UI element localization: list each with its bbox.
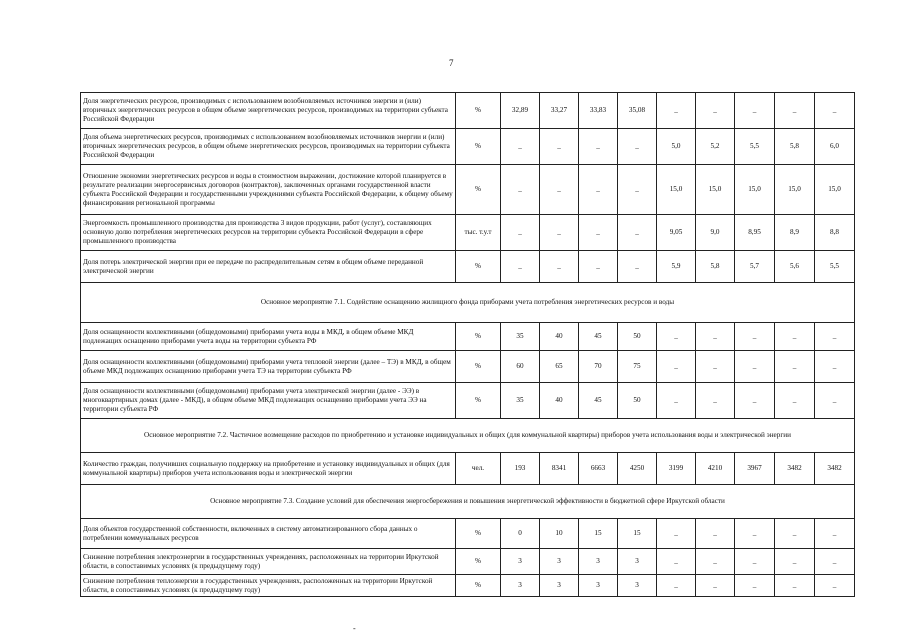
unit-cell: % (456, 549, 501, 575)
indicator-cell: Количество граждан, получивших социальную поддержку на приобретение и установку индивидуальных и общих (для коммунальной квартиры) приборов учета использования воды и электрической энергии (81, 453, 456, 485)
value-cell: 3482 (775, 453, 815, 485)
indicator-cell: Доля потерь электрической энергии при ее передаче по распределительным сетям в общем объеме переданной электрической энергии (81, 251, 456, 283)
value-cell: _ (735, 351, 775, 383)
table-row (81, 165, 855, 215)
indicator-cell: Энергоемкость промышленного производства для производства 3 видов продукции, работ (услуг), составляющих основную долю потребления энергетических ресурсов на территории субъекта Российской Федерации в сфере промышленного производства (81, 215, 456, 251)
value-cell: _ (657, 323, 696, 351)
value-cell: _ (618, 215, 657, 251)
value-cell: _ (696, 575, 735, 597)
value-cell: 8341 (540, 453, 579, 485)
value-cell: 3967 (735, 453, 775, 485)
value-cell: 15 (579, 519, 618, 549)
section-row (81, 283, 855, 323)
table-row (81, 129, 855, 165)
section-row (81, 419, 855, 453)
value-cell: _ (775, 93, 815, 129)
value-cell: _ (657, 575, 696, 597)
value-cell: 5,6 (775, 251, 815, 283)
value-cell: 3 (579, 549, 618, 575)
value-cell: _ (579, 251, 618, 283)
value-cell: 3 (501, 549, 540, 575)
value-cell: 8,8 (815, 215, 855, 251)
value-cell: 15,0 (775, 165, 815, 215)
table-row (81, 453, 855, 485)
value-cell: 10 (540, 519, 579, 549)
value-cell: 0 (501, 519, 540, 549)
unit-cell: чел. (456, 453, 501, 485)
value-cell: _ (696, 351, 735, 383)
value-cell: 3 (540, 575, 579, 597)
indicator-cell: Доля объектов государственной собственности, включенных в систему автоматизированного сбора данных о потреблении коммунальных ресурсов (81, 519, 456, 549)
value-cell: _ (579, 215, 618, 251)
value-cell: 35 (501, 383, 540, 419)
section-title: Основное мероприятие 7.3. Создание условий для обеспечения энергосбережения и повышения энергетической эффективности в бюджетной сфере Иркутской области (81, 485, 855, 519)
indicators-table (80, 92, 855, 597)
table-row (81, 251, 855, 283)
value-cell: 70 (579, 351, 618, 383)
value-cell: 50 (618, 323, 657, 351)
value-cell: _ (657, 383, 696, 419)
section-title: Основное мероприятие 7.2. Частичное возмещение расходов по приобретению и установке индивидуальных и общих (для коммунальной квартиры) приборов учета использования воды и электрической энергии (81, 419, 855, 453)
value-cell: _ (735, 575, 775, 597)
indicator-cell: Доля объема энергетических ресурсов, производимых с использованием возобновляемых источников энергии и (или) вторичных энергетических ресурсов, в общем объеме энергетических ресурсов, производимых на территории субъекта Российской Федерации (81, 129, 456, 165)
value-cell: 9,05 (657, 215, 696, 251)
value-cell: 6,0 (815, 129, 855, 165)
value-cell: 3482 (815, 453, 855, 485)
value-cell: 3 (501, 575, 540, 597)
value-cell: 6663 (579, 453, 618, 485)
value-cell: _ (696, 549, 735, 575)
value-cell: 5,7 (735, 251, 775, 283)
value-cell: _ (657, 93, 696, 129)
value-cell: _ (775, 323, 815, 351)
table-row (81, 575, 855, 597)
value-cell: 3 (618, 575, 657, 597)
value-cell: 50 (618, 383, 657, 419)
value-cell: _ (815, 323, 855, 351)
value-cell: _ (735, 383, 775, 419)
value-cell: _ (540, 215, 579, 251)
table-body (81, 93, 855, 597)
value-cell: 4210 (696, 453, 735, 485)
indicator-cell: Доля оснащенности коллективными (общедомовыми) приборами учета воды в МКД, в общем объеме МКД подлежащих оснащению приборами учета воды на территории субъекта РФ (81, 323, 456, 351)
value-cell: _ (501, 165, 540, 215)
value-cell: 8,9 (775, 215, 815, 251)
indicator-cell: Отношение экономии энергетических ресурсов и воды в стоимостном выражении, достижение которой планируется в результате реализации энергосервисных договоров (контрактов), заключенных органами государственной власти субъекта Российской Федерации и государственными учреждениями субъекта Российской Федерации, к общему объему финансирования региональной программы (81, 165, 456, 215)
value-cell: 3 (540, 549, 579, 575)
value-cell: _ (815, 351, 855, 383)
value-cell: _ (501, 251, 540, 283)
value-cell: 15,0 (696, 165, 735, 215)
indicator-cell: Доля энергетических ресурсов, производимых с использованием возобновляемых источников энергии и (или) вторичных энергетических ресурсов в общем объеме энергетических ресурсов, производимых на территории субъекта Российской Федерации (81, 93, 456, 129)
value-cell: 40 (540, 383, 579, 419)
value-cell: 75 (618, 351, 657, 383)
unit-cell: % (456, 323, 501, 351)
value-cell: _ (696, 519, 735, 549)
value-cell: 3 (618, 549, 657, 575)
value-cell: _ (775, 351, 815, 383)
value-cell: 60 (501, 351, 540, 383)
unit-cell: % (456, 93, 501, 129)
value-cell: 5,2 (696, 129, 735, 165)
table-row (81, 549, 855, 575)
value-cell: _ (501, 215, 540, 251)
value-cell: _ (735, 93, 775, 129)
value-cell: _ (815, 549, 855, 575)
value-cell: _ (735, 323, 775, 351)
value-cell: _ (618, 129, 657, 165)
indicator-cell: Снижение потребления электроэнергии в государственных учреждениях, расположенных на территории Иркутской области, в сопоставимых условиях (к предыдущему году) (81, 549, 456, 575)
value-cell: 35 (501, 323, 540, 351)
unit-cell: тыс. т.у.т (456, 215, 501, 251)
value-cell: _ (657, 519, 696, 549)
table-row (81, 215, 855, 251)
value-cell: _ (618, 251, 657, 283)
table-row (81, 351, 855, 383)
table-row (81, 323, 855, 351)
value-cell: _ (696, 93, 735, 129)
value-cell: _ (696, 383, 735, 419)
value-cell: 9,0 (696, 215, 735, 251)
table-row (81, 383, 855, 419)
value-cell: _ (540, 129, 579, 165)
value-cell: 33,27 (540, 93, 579, 129)
page-footer-mark: - (353, 624, 356, 633)
value-cell: _ (735, 549, 775, 575)
indicator-cell: Доля оснащенности коллективными (общедомовыми) приборами учета тепловой энергии (далее – ТЭ) в МКД, в общем объеме МКД подлежащих оснащению приборами учета ТЭ на территории субъекта РФ (81, 351, 456, 383)
value-cell: 4250 (618, 453, 657, 485)
value-cell: 193 (501, 453, 540, 485)
unit-cell: % (456, 519, 501, 549)
value-cell: 45 (579, 383, 618, 419)
table-row (81, 93, 855, 129)
section-title: Основное мероприятие 7.1. Содействие оснащению жилищного фонда приборами учета потребления энергетических ресурсов и воды (81, 283, 855, 323)
value-cell: 15 (618, 519, 657, 549)
value-cell: 45 (579, 323, 618, 351)
value-cell: 35,08 (618, 93, 657, 129)
value-cell: _ (540, 165, 579, 215)
value-cell: _ (815, 93, 855, 129)
value-cell: 65 (540, 351, 579, 383)
value-cell: 5,5 (735, 129, 775, 165)
value-cell: 5,9 (657, 251, 696, 283)
value-cell: 5,0 (657, 129, 696, 165)
table-row (81, 519, 855, 549)
value-cell: 5,8 (775, 129, 815, 165)
value-cell: 33,83 (579, 93, 618, 129)
value-cell: _ (696, 323, 735, 351)
value-cell: _ (775, 383, 815, 419)
value-cell: _ (815, 383, 855, 419)
value-cell: _ (775, 575, 815, 597)
value-cell: _ (657, 549, 696, 575)
value-cell: 5,5 (815, 251, 855, 283)
value-cell: _ (657, 351, 696, 383)
value-cell: 3 (579, 575, 618, 597)
unit-cell: % (456, 129, 501, 165)
value-cell: 40 (540, 323, 579, 351)
unit-cell: % (456, 575, 501, 597)
value-cell: _ (540, 251, 579, 283)
value-cell: 15,0 (815, 165, 855, 215)
value-cell: 15,0 (735, 165, 775, 215)
value-cell: _ (775, 549, 815, 575)
value-cell: 8,95 (735, 215, 775, 251)
value-cell: 15,0 (657, 165, 696, 215)
section-row (81, 485, 855, 519)
value-cell: _ (501, 129, 540, 165)
unit-cell: % (456, 251, 501, 283)
unit-cell: % (456, 165, 501, 215)
value-cell: 32,89 (501, 93, 540, 129)
value-cell: _ (815, 575, 855, 597)
value-cell: _ (815, 519, 855, 549)
value-cell: 5,8 (696, 251, 735, 283)
unit-cell: % (456, 383, 501, 419)
value-cell: _ (735, 519, 775, 549)
indicator-cell: Доля оснащенности коллективными (общедомовыми) приборами учета электрической энергии (далее - ЭЭ) в многоквартирных домах (далее - МКД), в общем объеме МКД подлежащих оснащению приборами учета ЭЭ на территории субъекта РФ (81, 383, 456, 419)
page-number: 7 (449, 58, 454, 68)
value-cell: _ (579, 129, 618, 165)
value-cell: 3199 (657, 453, 696, 485)
unit-cell: % (456, 351, 501, 383)
value-cell: _ (775, 519, 815, 549)
value-cell: _ (618, 165, 657, 215)
value-cell: _ (579, 165, 618, 215)
indicator-cell: Снижение потребления теплоэнергии в государственных учреждениях, расположенных на территории Иркутской области, в сопоставимых условиях (к предыдущему году) (81, 575, 456, 597)
